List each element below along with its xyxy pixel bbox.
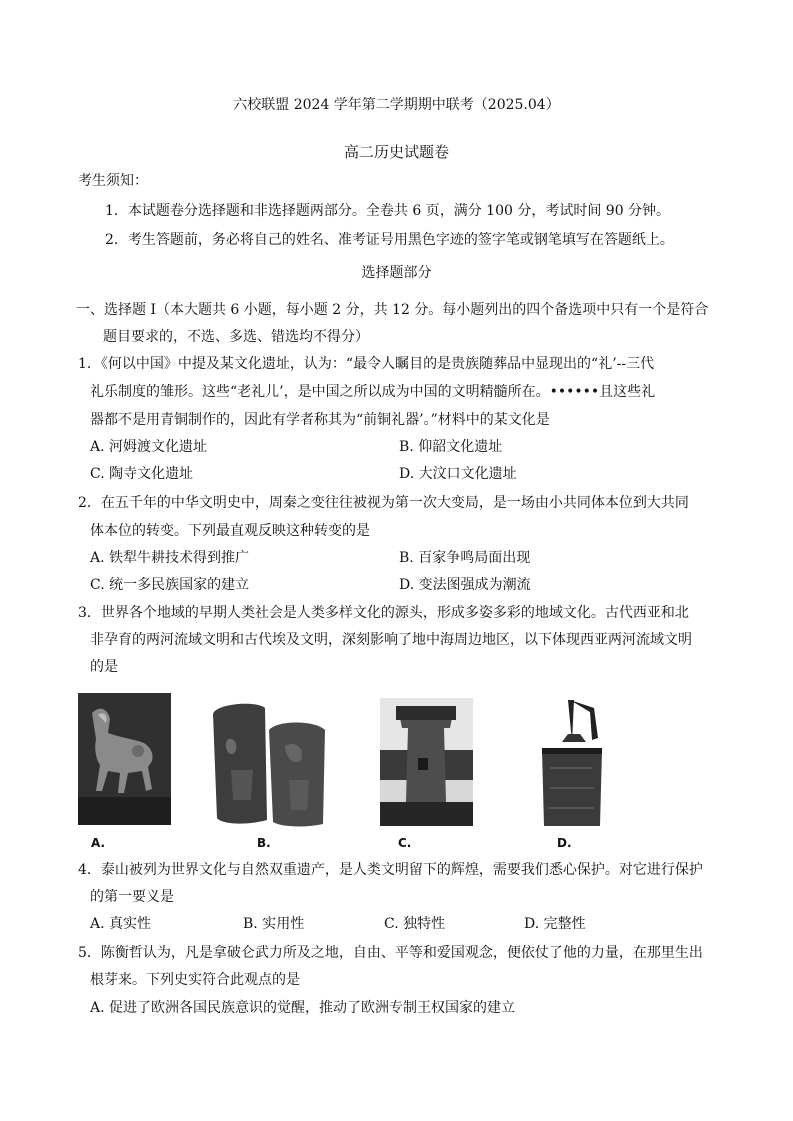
- q3-image-a: [78, 693, 171, 825]
- q3-line2: 非孕育的两河流域文明和古代埃及文明，深刻影响了地中海周边地区，以下体现西亚两河流域文明: [90, 632, 692, 648]
- q5-line2: 根芽来。下列史实符合此观点的是: [90, 972, 300, 988]
- q3-label-a: A.: [91, 836, 106, 850]
- q1-option-d: D. 大汶口文化遗址: [399, 466, 517, 482]
- q1-option-c: C. 陶寺文化遗址: [90, 466, 194, 482]
- exam-subtitle: 高二历史试题卷: [343, 143, 449, 161]
- q4-line2: 的第一要义是: [90, 889, 174, 905]
- part1-instructions-line1: 一、选择题 I（本大题共 6 小题，每小题 2 分，共 12 分。每小题列出的四个备选项中只有一个是符合: [76, 302, 709, 318]
- q3-label-c: C.: [398, 836, 412, 850]
- part1-instructions-line2: 题目要求的，不选、多选、错选均不得分）: [103, 329, 369, 345]
- section-title: 选择题部分: [361, 265, 432, 281]
- q2-line2: 体本位的转变。下列最直观反映这种转变的是: [90, 523, 370, 539]
- q3-image-d: [532, 698, 612, 831]
- q5-line1: 5．陈衡哲认为，凡是拿破仑武力所及之地，自由、平等和爱国观念，便依仗了他的力量，在那里生出: [78, 945, 703, 961]
- q2-option-a: A. 铁犁牛耕技术得到推广: [90, 550, 250, 566]
- q2-line1: 2．在五千年的中华文明史中，周秦之变往往被视为第一次大变局，是一场由小共同体本位到大共同: [78, 495, 689, 511]
- q3-label-b: B.: [257, 836, 271, 850]
- q4-option-c: C. 独特性: [384, 916, 446, 932]
- q1-line3: 器都不是用青铜制作的，因此有学者称其为“前铜礼器’。”材料中的某文化是: [90, 412, 550, 428]
- q5-option-a: A. 促进了欧洲各国民族意识的觉醒，推动了欧洲专制王权国家的建立: [90, 1000, 516, 1016]
- q3-line1: 3．世界各个地域的早期人类社会是人类多样文化的源头，形成多姿多彩的地域文化。古代西亚和北: [78, 605, 689, 621]
- q3-line3: 的是: [90, 659, 118, 675]
- q1-option-b: B. 仰韶文化遗址: [399, 439, 503, 455]
- notice-item-2: 2．考生答题前，务必将自己的姓名、准考证号用黑色字迹的签字笔或钢笔填写在答题纸上。: [105, 232, 674, 248]
- q1-line2: 礼乐制度的雏形。这些“老礼儿’，是中国之所以成为中国的文明精髓所在。••••••且这些礼: [90, 384, 656, 400]
- q2-option-b: B. 百家争鸣局面出现: [399, 550, 531, 566]
- q1-option-a: A. 河姆渡文化遗址: [90, 439, 208, 455]
- q3-image-b: [205, 700, 332, 828]
- q4-option-b: B. 实用性: [243, 916, 305, 932]
- q3-label-d: D.: [557, 836, 572, 850]
- q1-line1: 1．《何以中国》中提及某文化遗址，认为：“最令人瞩目的是贵族随葬品中显现出的“礼’--三代: [78, 356, 655, 372]
- q3-image-c: [380, 698, 473, 826]
- q4-option-a: A. 真实性: [90, 916, 152, 932]
- notice-item-1: 1．本试题卷分选择题和非选择题两部分。全卷共 6 页，满分 100 分，考试时间 90 分钟。: [105, 203, 671, 219]
- exam-title: 六校联盟 2024 学年第二学期期中联考（2025.04）: [233, 97, 560, 113]
- q4-option-d: D. 完整性: [524, 916, 586, 932]
- q2-option-c: C. 统一多民族国家的建立: [90, 577, 250, 593]
- notice-heading: 考生须知：: [78, 173, 148, 189]
- q2-option-d: D. 变法图强成为潮流: [399, 577, 531, 593]
- q4-line1: 4．泰山被列为世界文化与自然双重遗产，是人类文明留下的辉煌，需要我们悉心保护。对它进行保护: [78, 862, 703, 878]
